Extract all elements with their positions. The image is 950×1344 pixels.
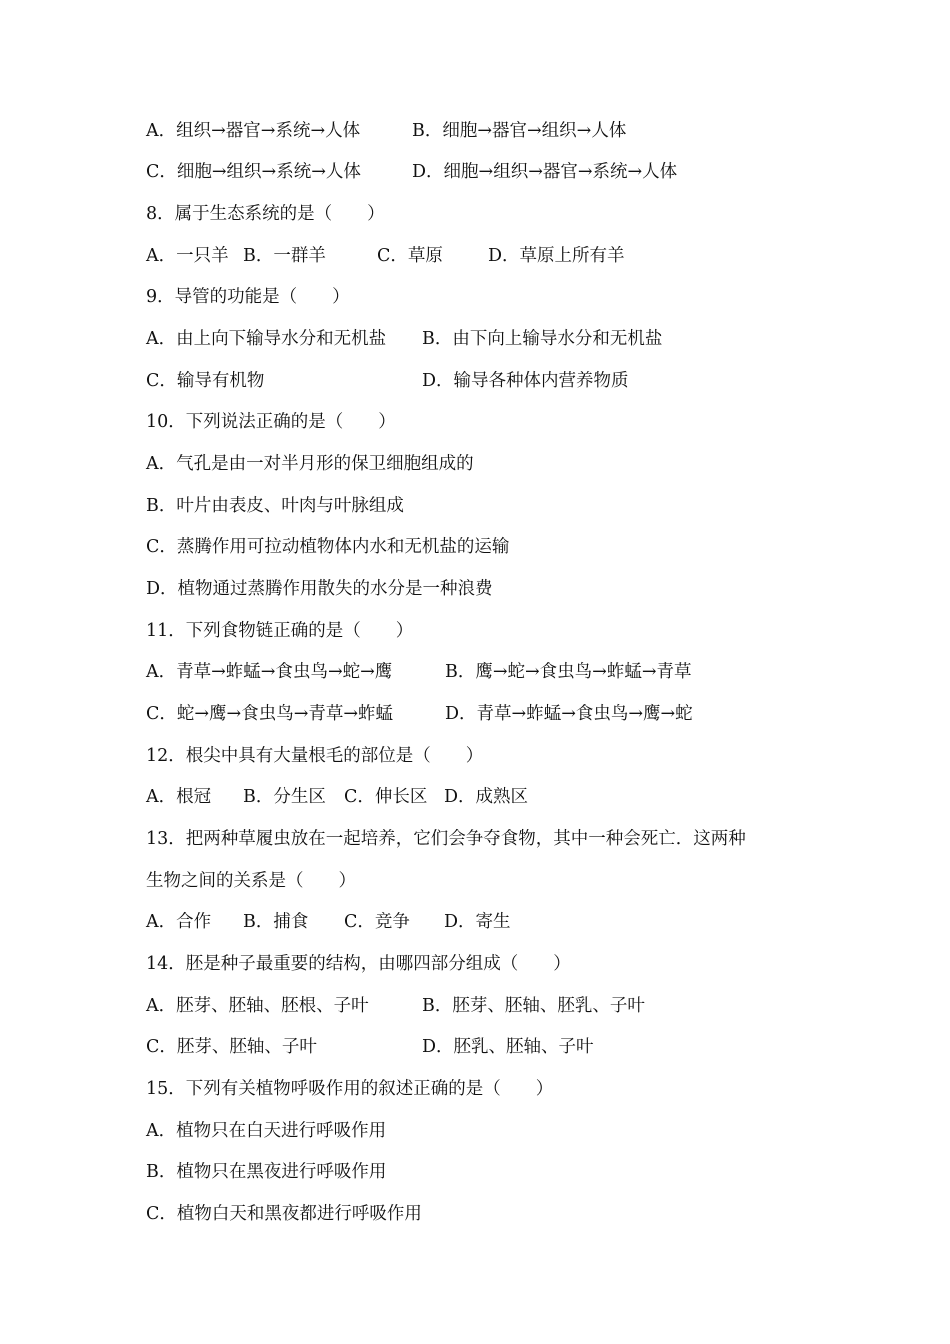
q10-option-d: D．植物通过蒸腾作用散失的水分是一种浪费 [146,579,493,599]
option-c: C．细胞→组织→系统→人体 [146,162,361,182]
q15-option-a: A．植物只在白天进行呼吸作用 [146,1121,387,1141]
question-11: 11．下列食物链正确的是（ ） [146,621,414,641]
option-a: A．合作 [146,912,212,932]
option-b: B．分生区 [243,787,326,807]
option-c: C．蛇→鹰→食虫鸟→青草→蚱蜢 [146,704,394,724]
question-14: 14．胚是种子最重要的结构，由哪四部分组成（ ） [146,954,571,974]
option-c: C．草原 [377,246,443,266]
option-d: D．草原上所有羊 [488,246,625,266]
option-b: B．捕食 [243,912,309,932]
option-b: B．细胞→器官→组织→人体 [412,121,627,141]
q15-option-c: C．植物白天和黑夜都进行呼吸作用 [146,1204,422,1224]
q10-option-b: B．叶片由表皮、叶肉与叶脉组成 [146,496,404,516]
question-15: 15．下列有关植物呼吸作用的叙述正确的是（ ） [146,1079,554,1099]
q10-option-a: A．气孔是由一对半月形的保卫细胞组成的 [146,454,474,474]
option-a: A．胚芽、胚轴、胚根、子叶 [146,996,369,1016]
option-a: A．由上向下输导水分和无机盐 [146,329,387,349]
option-d: D．成熟区 [444,787,529,807]
option-b: B．胚芽、胚轴、胚乳、子叶 [422,996,645,1016]
option-c: C．输导有机物 [146,371,265,391]
option-c: C．竞争 [344,912,410,932]
option-c: C．伸长区 [344,787,428,807]
option-a: A．组织→器官→系统→人体 [146,121,361,141]
question-10: 10．下列说法正确的是（ ） [146,412,396,432]
option-d: D．青草→蚱蜢→食虫鸟→鹰→蛇 [445,704,693,724]
question-13: 13．把两种草履虫放在一起培养，它们会争夺食物，其中一种会死亡．这两种 [146,829,746,849]
option-a: A．一只羊 [146,246,229,266]
option-a: A．青草→蚱蜢→食虫鸟→蛇→鹰 [146,662,393,682]
option-c: C．胚芽、胚轴、子叶 [146,1037,317,1057]
question-9: 9．导管的功能是（ ） [146,287,350,307]
option-d: D．细胞→组织→器官→系统→人体 [412,162,678,182]
option-d: D．胚乳、胚轴、子叶 [422,1037,594,1057]
question-13-cont: 生物之间的关系是（ ） [146,871,356,891]
option-a: A．根冠 [146,787,212,807]
option-b: B．一群羊 [243,246,326,266]
q10-option-c: C．蒸腾作用可拉动植物体内水和无机盐的运输 [146,537,510,557]
q15-option-b: B．植物只在黑夜进行呼吸作用 [146,1162,387,1182]
option-d: D．输导各种体内营养物质 [422,371,629,391]
option-d: D．寄生 [444,912,511,932]
option-b: B．由下向上输导水分和无机盐 [422,329,663,349]
option-b: B．鹰→蛇→食虫鸟→蚱蜢→青草 [445,662,692,682]
question-8: 8．属于生态系统的是（ ） [146,204,385,224]
question-12: 12．根尖中具有大量根毛的部位是（ ） [146,746,484,766]
